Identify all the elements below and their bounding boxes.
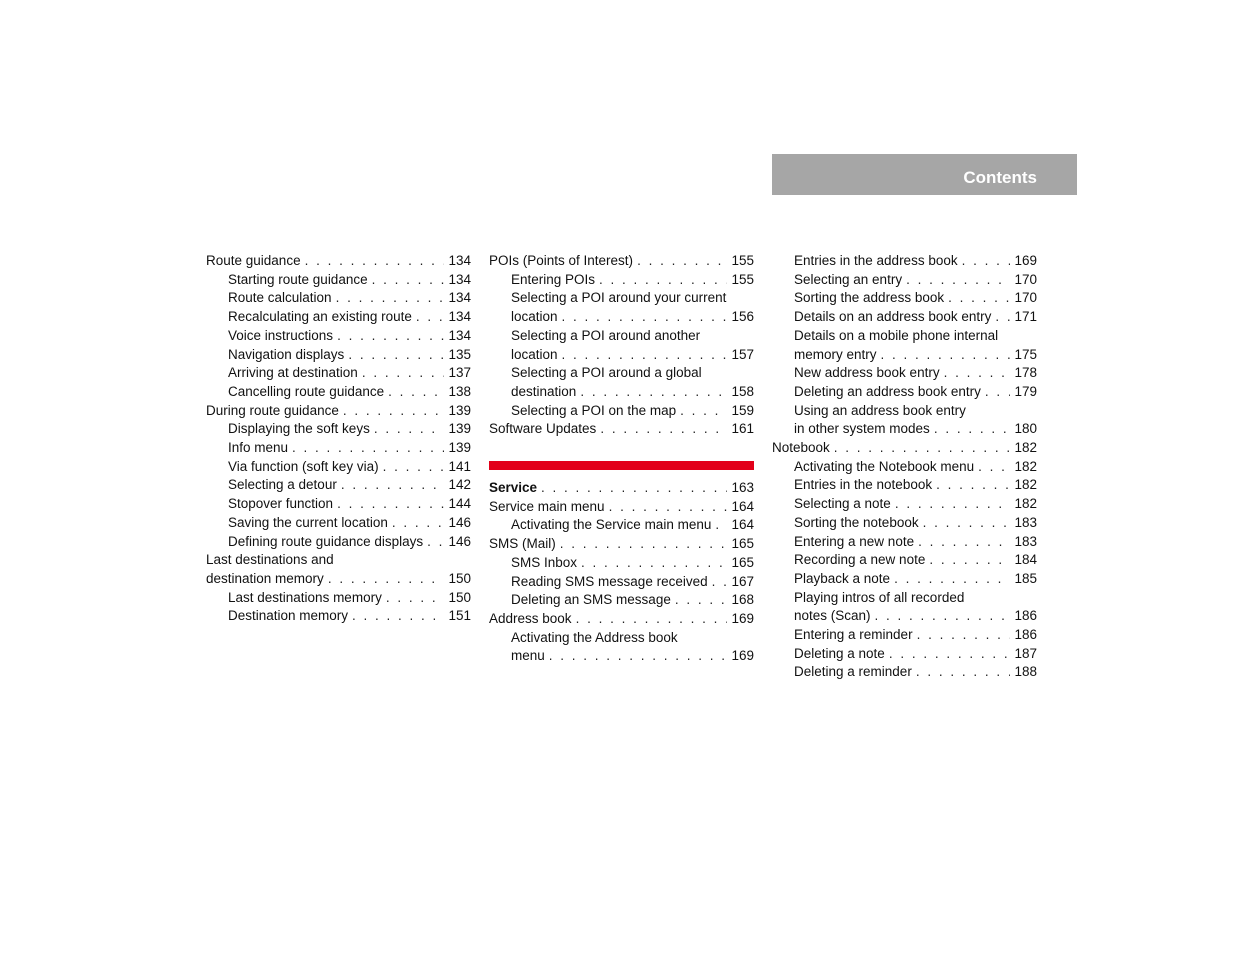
toc-entry-page-number: 183: [1014, 533, 1037, 549]
dot-leader: [341, 476, 445, 495]
toc-entry-label: Entries in the address book: [794, 253, 958, 268]
toc-entry-label: Selecting a detour: [228, 477, 337, 493]
toc-entry[interactable]: [489, 535, 754, 554]
toc-entry-label: Starting route guidance: [228, 271, 368, 287]
toc-entry-label: location: [511, 346, 558, 362]
toc-entry-label: Entering a reminder: [794, 627, 913, 643]
dot-leader: [906, 271, 1010, 290]
toc-entry-label: Reading SMS message received: [511, 573, 708, 589]
toc-entry-label: Selecting a POI around another: [511, 327, 701, 343]
dot-leader: [929, 551, 1010, 570]
toc-entry[interactable]: [489, 252, 754, 271]
toc-entry[interactable]: [772, 589, 1037, 626]
toc-entry-label: destination: [511, 383, 577, 399]
dot-leader: [944, 364, 1011, 383]
toc-entry-page-number: 142: [448, 477, 471, 493]
dot-leader: [895, 495, 1011, 514]
toc-entry-label: location: [511, 309, 558, 325]
toc-entry-label: Recalculating an existing route: [228, 309, 412, 325]
toc-entry[interactable]: [489, 573, 754, 592]
toc-entry-label: memory entry: [794, 346, 877, 362]
toc-entry-label: Playback a note: [794, 570, 891, 586]
dot-leader: [337, 495, 444, 514]
toc-entry-label: Last destinations memory: [228, 589, 382, 605]
toc-entry-label: Last destinations and: [206, 552, 334, 568]
toc-entry-page-number: 134: [448, 290, 471, 306]
toc-entry[interactable]: [206, 308, 471, 327]
toc-entry-page-number: 188: [1014, 664, 1037, 680]
toc-entry[interactable]: [489, 479, 754, 498]
toc-entry[interactable]: [206, 533, 471, 552]
toc-entry-label: Recording a new note: [794, 552, 926, 568]
toc-entry-label: Navigation displays: [228, 346, 345, 362]
dot-leader: [541, 479, 727, 498]
toc-column-1: [206, 252, 471, 626]
toc-entry-page-number: 179: [1014, 383, 1037, 399]
toc-entry-label: Selecting a POI on the map: [511, 402, 677, 418]
dot-leader: [562, 308, 728, 327]
toc-entry-page-number: 155: [731, 253, 754, 268]
toc-entry-label: Via function (soft key via): [228, 458, 379, 474]
toc-entry-page-number: 141: [448, 458, 471, 474]
toc-entry[interactable]: [206, 327, 471, 346]
section-divider: [489, 461, 754, 470]
toc-entry-page-number: 170: [1014, 290, 1037, 306]
toc-entry[interactable]: [772, 626, 1037, 645]
dot-leader: [834, 439, 1011, 458]
toc-entry-page-number: 178: [1014, 365, 1037, 381]
dot-leader: [352, 607, 444, 626]
toc-entry-page-number: 138: [448, 383, 471, 399]
toc-entry[interactable]: [489, 610, 754, 629]
toc-entry[interactable]: [206, 458, 471, 477]
toc-entry-page-number: 171: [1014, 309, 1037, 325]
dot-leader: [362, 364, 445, 383]
dot-leader: [388, 383, 444, 402]
dot-leader: [580, 383, 727, 402]
toc-entry-page-number: 167: [731, 573, 754, 589]
toc-entry[interactable]: [489, 420, 754, 439]
dot-leader: [581, 554, 727, 573]
toc-entry-page-number: 151: [448, 608, 471, 624]
toc-entry-page-number: 164: [731, 517, 754, 533]
toc-entry[interactable]: [206, 364, 471, 383]
toc-entry-page-number: 169: [731, 610, 754, 626]
toc-entry-page-number: 182: [1014, 477, 1037, 493]
toc-entry-label: Entering POIs: [511, 271, 596, 287]
toc-entry[interactable]: [206, 252, 471, 271]
toc-entry-page-number: 169: [731, 648, 754, 664]
toc-entry-label: Destination memory: [228, 608, 349, 624]
toc-entry-page-number: 144: [448, 496, 471, 512]
dot-leader: [305, 252, 445, 271]
toc-entry-label: Notebook: [772, 440, 830, 456]
toc-entry[interactable]: [772, 533, 1037, 552]
toc-entry-label: Route calculation: [228, 290, 332, 306]
toc-entry[interactable]: [772, 327, 1037, 364]
dot-leader: [599, 271, 727, 290]
toc-entry-page-number: 165: [731, 536, 754, 552]
toc-entry-label: Sorting the notebook: [794, 514, 919, 530]
toc-entry[interactable]: [206, 402, 471, 421]
toc-entry-label: Info menu: [228, 440, 289, 456]
toc-entry-page-number: 182: [1014, 496, 1037, 512]
toc-entry-label: notes (Scan): [794, 608, 871, 624]
toc-entry-label: Selecting a POI around a global: [511, 365, 702, 381]
dot-leader: [336, 289, 445, 308]
toc-entry[interactable]: [489, 591, 754, 610]
dot-leader: [637, 252, 727, 271]
dot-leader: [386, 589, 445, 608]
toc-entry-page-number: 184: [1014, 552, 1037, 568]
toc-entry[interactable]: [772, 439, 1037, 458]
dot-leader: [995, 308, 1010, 327]
toc-entry-page-number: 146: [448, 533, 471, 549]
toc-entry-page-number: 186: [1014, 627, 1037, 643]
toc-entry[interactable]: [772, 252, 1037, 271]
toc-entry-label: Voice instructions: [228, 327, 334, 343]
toc-entry-label: Activating the Address book: [511, 629, 678, 645]
dot-leader: [549, 647, 728, 666]
toc-entry-label: Selecting a POI around your current: [511, 290, 727, 306]
toc-entry[interactable]: [206, 607, 471, 626]
toc-entry-page-number: 158: [731, 383, 754, 399]
dot-leader: [348, 346, 444, 365]
toc-entry[interactable]: [489, 271, 754, 290]
toc-entry-label: Entries in the notebook: [794, 477, 933, 493]
dot-leader: [881, 346, 1011, 365]
toc-entry-page-number: 164: [731, 498, 754, 514]
toc-entry-label: Selecting a note: [794, 496, 891, 512]
toc-entry[interactable]: [206, 589, 471, 608]
toc-entry-page-number: 186: [1014, 608, 1037, 624]
toc-entry[interactable]: [206, 476, 471, 495]
toc-entry[interactable]: [489, 629, 754, 666]
toc-entry[interactable]: [206, 271, 471, 290]
toc-entry-page-number: 159: [731, 402, 754, 418]
dot-leader: [948, 289, 1010, 308]
toc-entry-page-number: 163: [731, 480, 754, 496]
toc-entry[interactable]: [206, 495, 471, 514]
toc-entry[interactable]: [772, 514, 1037, 533]
dot-leader: [343, 402, 445, 421]
dot-leader: [609, 498, 728, 517]
toc-entry[interactable]: [489, 554, 754, 573]
toc-entry[interactable]: [772, 383, 1037, 402]
toc-entry[interactable]: [772, 458, 1037, 477]
dot-leader: [916, 663, 1011, 682]
toc-entry[interactable]: [772, 476, 1037, 495]
toc-entry-label: Deleting an address book entry: [794, 383, 981, 399]
toc-entry-label: Defining route guidance displays: [228, 533, 424, 549]
toc-entry-label: Deleting a note: [794, 645, 885, 661]
toc-entry-page-number: 139: [448, 402, 471, 418]
toc-entry-page-number: 135: [448, 346, 471, 362]
dot-leader: [675, 591, 728, 610]
toc-entry-page-number: 170: [1014, 271, 1037, 287]
toc-entry[interactable]: [206, 346, 471, 365]
toc-entry-label: Sorting the address book: [794, 290, 945, 306]
toc-entry-label: Entering a new note: [794, 533, 915, 549]
dot-leader: [576, 610, 728, 629]
toc-entry[interactable]: [772, 551, 1037, 570]
toc-entry[interactable]: [206, 551, 471, 588]
toc-entry[interactable]: [772, 289, 1037, 308]
toc-entry-label: Route guidance: [206, 253, 301, 268]
dot-leader: [889, 645, 1011, 664]
toc-entry[interactable]: [772, 271, 1037, 290]
toc-entry[interactable]: [206, 383, 471, 402]
toc-entry[interactable]: [206, 289, 471, 308]
toc-entry[interactable]: [489, 327, 754, 364]
toc-entry-page-number: 134: [448, 271, 471, 287]
toc-entry-label: Activating the Service main menu: [511, 517, 712, 533]
toc-entry-page-number: 169: [1014, 253, 1037, 268]
toc-entry-label: Arriving at destination: [228, 365, 358, 381]
dot-leader: [962, 252, 1011, 271]
toc-entry-label: Activating the Notebook menu: [794, 458, 975, 474]
dot-leader: [894, 570, 1010, 589]
toc-entry-page-number: 182: [1014, 440, 1037, 456]
toc-entry[interactable]: [772, 570, 1037, 589]
toc-entry[interactable]: [489, 516, 754, 535]
toc-entry-label: in other system modes: [794, 421, 930, 437]
toc-entry-page-number: 180: [1014, 421, 1037, 437]
dot-leader: [562, 346, 728, 365]
dot-leader: [328, 570, 445, 589]
toc-entry-page-number: 156: [731, 309, 754, 325]
dot-leader: [978, 458, 1010, 477]
dot-leader: [560, 535, 728, 554]
toc-entry-label: Selecting an entry: [794, 271, 903, 287]
toc-entry-page-number: 168: [731, 592, 754, 608]
toc-entry-label: Service: [489, 480, 538, 496]
toc-entry[interactable]: [489, 498, 754, 517]
dot-leader: [292, 439, 444, 458]
toc-entry-label: New address book entry: [794, 365, 940, 381]
dot-leader: [712, 573, 728, 592]
toc-entry-label: During route guidance: [206, 402, 339, 418]
toc-entry-page-number: 150: [448, 570, 471, 586]
dot-leader: [715, 516, 727, 535]
toc-entry[interactable]: [772, 645, 1037, 664]
toc-entry-label: Details on a mobile phone internal: [794, 327, 999, 343]
toc-entry-label: Deleting an SMS message: [511, 592, 671, 608]
toc-entry-label: destination memory: [206, 570, 324, 586]
dot-leader: [918, 533, 1010, 552]
toc-entry-page-number: 182: [1014, 458, 1037, 474]
dot-leader: [985, 383, 1011, 402]
toc-entry-page-number: 157: [731, 346, 754, 362]
toc-entry-label: Service main menu: [489, 498, 605, 514]
toc-entry[interactable]: [772, 402, 1037, 439]
toc-entry-page-number: 155: [731, 271, 754, 287]
toc-entry[interactable]: [772, 663, 1037, 682]
toc-entry-label: Stopover function: [228, 496, 334, 512]
toc-entry-page-number: 134: [448, 309, 471, 325]
toc-entry-page-number: 146: [448, 514, 471, 530]
toc-entry-page-number: 139: [448, 421, 471, 437]
toc-entry-label: menu: [511, 648, 545, 664]
dot-leader: [875, 607, 1011, 626]
dot-leader: [374, 420, 445, 439]
toc-entry[interactable]: [206, 420, 471, 439]
toc-entry-page-number: 175: [1014, 346, 1037, 362]
toc-entry[interactable]: [206, 439, 471, 458]
toc-entry-page-number: 161: [731, 421, 754, 437]
dot-leader: [917, 626, 1011, 645]
toc-entry[interactable]: [489, 364, 754, 401]
dot-leader: [392, 514, 445, 533]
toc-entry-label: Cancelling route guidance: [228, 383, 385, 399]
toc-list: [489, 479, 754, 666]
toc-column-2: [489, 252, 754, 666]
dot-leader: [923, 514, 1011, 533]
toc-entry[interactable]: [772, 364, 1037, 383]
toc-entry-label: Address book: [489, 610, 572, 626]
toc-entry[interactable]: [489, 289, 754, 326]
toc-entry-label: Deleting a reminder: [794, 664, 912, 680]
dot-leader: [936, 476, 1010, 495]
toc-entry[interactable]: [772, 308, 1037, 327]
toc-entry-page-number: 165: [731, 554, 754, 570]
toc-entry-label: SMS Inbox: [511, 554, 578, 570]
toc-entry-page-number: 183: [1014, 514, 1037, 530]
toc-entry-label: Displaying the soft keys: [228, 421, 370, 437]
toc-entry-label: Using an address book entry: [794, 402, 966, 418]
dot-leader: [427, 533, 444, 552]
toc-entry-label: Playing intros of all recorded: [794, 589, 965, 605]
toc-column-3: [772, 252, 1037, 682]
dot-leader: [934, 420, 1011, 439]
toc-entry-page-number: 139: [448, 440, 471, 456]
page-title: Contents: [963, 168, 1037, 187]
dot-leader: [337, 327, 444, 346]
toc-entry-page-number: 137: [448, 365, 471, 381]
toc-entry[interactable]: [489, 402, 754, 421]
toc-entry-label: POIs (Points of Interest): [489, 253, 634, 268]
toc-entry-label: SMS (Mail): [489, 536, 556, 552]
toc-entry-page-number: 150: [448, 589, 471, 605]
dot-leader: [416, 308, 445, 327]
toc-entry-page-number: 187: [1014, 645, 1037, 661]
toc-entry-label: Saving the current location: [228, 514, 388, 530]
contents-header-bar: [772, 154, 1077, 195]
toc-entry[interactable]: [772, 495, 1037, 514]
toc-list: [489, 252, 754, 439]
toc-entry[interactable]: [206, 514, 471, 533]
dot-leader: [372, 271, 445, 290]
dot-leader: [680, 402, 727, 421]
toc-entry-page-number: 185: [1014, 570, 1037, 586]
toc-entry-page-number: 134: [448, 327, 471, 343]
toc-entry-label: Details on an address book entry: [794, 309, 992, 325]
toc-entry-page-number: 134: [448, 253, 471, 268]
dot-leader: [600, 420, 727, 439]
dot-leader: [383, 458, 445, 477]
toc-entry-label: Software Updates: [489, 421, 597, 437]
